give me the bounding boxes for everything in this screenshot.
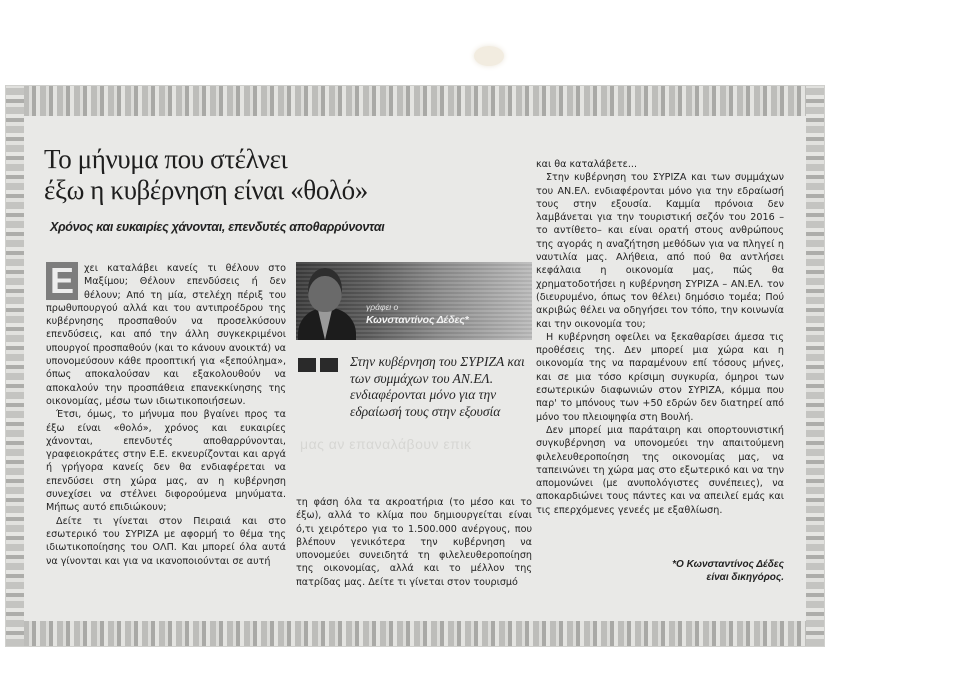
article-page — [30, 118, 800, 618]
paragraph: τη φάση όλα τα ακροατήρια (το μέσο και το έξω), αλλά το κλίμα που δημιουργείται είναι ό,τι χειρότερο για το 1.500.000 ανέργους, που βλέπουν γενικότερα την κυβέρνηση να υπονομεύει συνειδητά τη φιλελευθεροποίηση της οικονομίας, αλλά και το μέλλον της πατρίδας μας. Δείτε τι γίνεται στον τουρισμό — [296, 497, 532, 588]
newspaper-clipping — [6, 86, 824, 646]
text-column-1 — [46, 262, 286, 568]
pullquote-marker — [298, 358, 342, 372]
text-column-2 — [296, 496, 532, 589]
scan-frame-left — [6, 86, 24, 646]
byline-author-name: Κωνσταντίνος Δέδες* — [366, 314, 469, 326]
paper-stain — [474, 46, 504, 66]
text-column-3 — [536, 158, 784, 517]
pullquote: Στην κυβέρνηση του ΣΥΡΙΖΑ και των συμμάχων του ΑΝ.ΕΛ. ενδιαφέρονται μόνο για την εδραίωσή τους στην εξουσία — [350, 354, 525, 419]
paragraph: Η κυβέρνηση οφείλει να ξεκαθαρίσει άμεσα τις προθέσεις της. Δεν μπορεί μια χώρα και η οικονομία της να παραμένουν επί τόσους μήνες, και σε μια τόσο κρίσιμη συγκυρία, όμηροι των εσωτερικών διαφωνιών στον ΣΥΡΙΖΑ, κόμμα που παρ' το μπόνους των +50 εδρών δεν διατηρεί από μόνο του πλειοψηφία στη Βουλή. — [536, 331, 784, 423]
headline-line-2: έξω η κυβέρνηση είναι «θολό» — [44, 175, 368, 205]
scan-frame-bottom — [6, 621, 824, 646]
headline-line-1: Το μήνυμα που στέλνει — [44, 144, 288, 174]
paragraph — [46, 262, 286, 408]
author-note-line-1: *Ο Κωνσταντίνος Δέδες — [672, 559, 784, 570]
scan-frame-right — [806, 86, 824, 646]
paragraph: Δείτε τι γίνεται στον Πειραιά και στο εσωτερικό του ΣΥΡΙΖΑ με αφορμή το θέμα της ιδιωτικοποίησης του ΟΛΠ. Και μπορεί όλα αυτά να γίνονται και για να ικανοποιούνται σε αυτή — [46, 515, 286, 567]
paragraph: και θα καταλάβετε... — [536, 159, 638, 170]
article-headline — [44, 144, 404, 206]
paragraph-text: χει καταλάβει κανείς τι θέλουν στο Μαξίμου; Θέλουν επενδύσεις ή δεν θέλουν; Από τη μία, στελέχη πέριξ του πρωθυπουργού αλλά και του αντιπροέδρου της κυβέρνησης προσπαθούν να προσελκύσουν επενδύσεις, και από την άλλη συγκεκριμένοι υπουργοί προσπαθούν (και το κάνουν ανοικτά) να υπονομεύσουν κάθε προοπτική για «ξεπούλημα», όπως αποκαλούσαν και εξακολουθούν να αποκαλούν την προσπάθεια επανεκκίνησης της οικονομίας, μέσω των ιδιωτικοποιήσεων. — [46, 263, 286, 407]
scan-frame-top — [6, 86, 824, 116]
article-subheadline: Χρόνος και ευκαιρίες χάνονται, επενδυτές αποθαρρύνονται — [50, 220, 385, 234]
paragraph: Στην κυβέρνηση του ΣΥΡΙΖΑ και των συμμάχων του ΑΝ.ΕΛ. ενδιαφέρονται μόνο για την εδραίωσή τους στην εξουσία. Καμμία πρόνοια δεν λαμβάνεται για την τουριστική σεζόν του 2016 –το αντίθετο– και είναι ορατή στους ανθρώπους της αγοράς η αναζήτηση μεθόδων για να πληγεί η ναυτιλία μας. Αλήθεια, από πού θα αντλήσει κεφάλαια η οικονομία μας, πώς θα χρηματοδοτήσει η κυβέρνηση ΣΥΡΙΖΑ – ΑΝ.ΕΛ. τον (διευρυμένο, όπως τον θέλει) δημόσιο τομέα; Πού ακριβώς θέλει να οδηγήσει τον τόπο, την κοινωνία και την οικονομία του; — [536, 172, 784, 330]
paragraph: Έτσι, όμως, το μήνυμα που βγαίνει προς τα έξω είναι «θολό», χρόνος και ευκαιρίες χάνονται, επενδυτές αποθαρρύνονται, γραφειοκράτες στην Ε.Ε. εκνευρίζονται και αργά ή γρήγορα κανείς δεν θα ενδιαφέρεται να επενδύσει στη χώρα μας, αν η κυβέρνηση συνεχίσει να στέλνει διφορούμενα μηνύματα. Μήπως αυτό επιδιώκουν; — [46, 409, 286, 514]
bleed-through-text: μας αν επαναλάβουν επικ — [300, 436, 472, 452]
author-note-line-2: είναι δικηγόρος. — [706, 572, 784, 583]
drop-cap: Ε — [46, 262, 78, 300]
author-portrait-face — [308, 268, 342, 312]
paragraph: Δεν μπορεί μια παράταιρη και οπορτουνιστική συγκυβέρνηση να υπονομεύει την απαιτούμενη φιλελευθεροποίηση της οικονομίας μας, να ταπεινώνει τη χώρα μας στο εξωτερικό και να την απομονώνει (με ανυπολόγιστες συνέπειες), να αποκαρδιώνει τους πάντες και να απειλεί εμάς και τις επερχόμενες γενεές με εξαθλίωση. — [536, 424, 784, 516]
author-photo-banner — [296, 262, 532, 340]
author-note — [536, 558, 784, 584]
byline-prefix: γράφει ο — [366, 302, 399, 312]
